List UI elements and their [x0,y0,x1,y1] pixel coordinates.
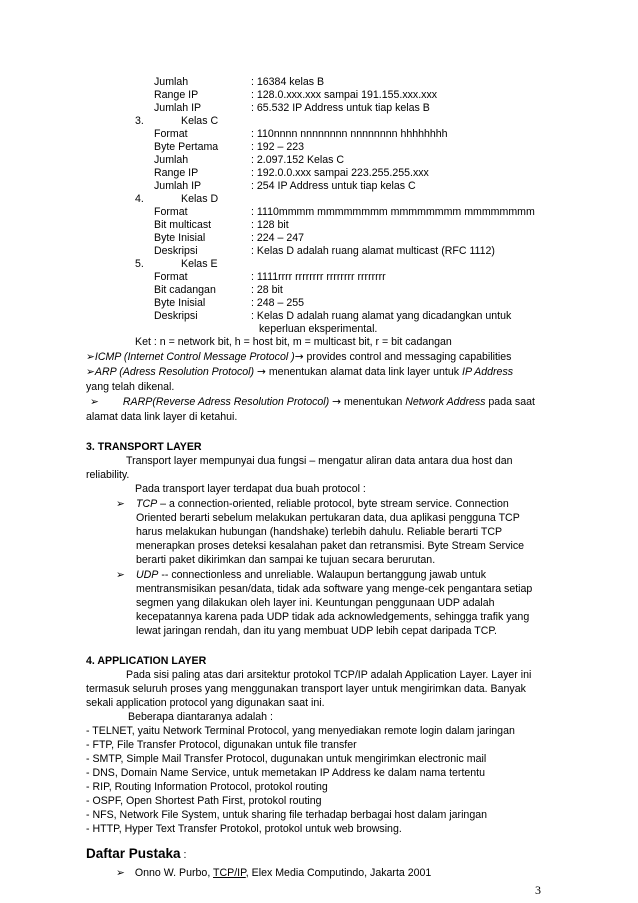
bullet-arrow-icon: ➢ [116,569,125,581]
class-e-label-byte: Byte Inisial [154,297,206,309]
class-e-number: 5. [135,258,144,270]
class-c-number: 3. [135,115,144,127]
class-c-label-format: Format [154,128,188,140]
udp-line-3: segmen yang dilakukan oleh layer ini. Keuntungan penggunaan UDP adalah [136,597,495,609]
references-heading: Daftar Pustaka [86,846,181,861]
class-b-label-range: Range IP [154,89,199,101]
reference-item [116,867,431,880]
legend-note: Ket : n = network bit, h = host bit, m = multicast bit, r = bit cadangan [135,336,452,348]
class-e-value-format: : 1111rrrr rrrrrrrr rrrrrrrr rrrrrrrr [251,271,386,283]
tcp-line-5: berarti paket dikirimkan dan sampai ke tujuan secara berurutan. [136,554,436,566]
app-protocol-item: - OSPF, Open Shortest Path First, protokol routing [86,795,322,807]
class-b-value-jumlah: : 16384 kelas B [251,76,325,88]
application-list-intro: Beberapa diantaranya adalah : [128,711,273,723]
references-heading-line [86,845,186,864]
app-protocol-item: - RIP, Routing Information Protocol, protokol routing [86,781,328,793]
class-c-label-jumlah: Jumlah [154,154,189,166]
icmp-desc: provides control and messaging capabilities [303,351,512,363]
bullet-arrow-icon: ➢ [86,351,95,363]
arp-desc-ip: IP Address [462,366,514,378]
tcp-name: TCP [136,498,158,510]
bullet-arrow-icon: ➢ [86,366,95,378]
right-arrow-icon: → [294,351,304,363]
tcp-line-2: Oriented berarti sebelum melakukan pertukaran data, dua aplikasi pengguna TCP [136,512,520,524]
class-e-value-bit: : 28 bit [251,284,283,296]
right-arrow-icon: → [332,396,341,408]
class-e-label-format: Format [154,271,188,283]
class-e-label-desc: Deskripsi [154,310,198,322]
class-c-label-range: Range IP [154,167,199,179]
class-b-label-jumlah-ip: Jumlah IP [154,102,202,114]
page-number: 3 [535,883,541,897]
rarp-desc-end: pada saat [485,396,535,408]
app-protocol-item: - FTP, File Transfer Protocol, digunakan untuk file transfer [86,739,357,751]
tcp-line-4: menerapkan proses deteksi kesalahan paket dan retransmisi. Byte Stream Service [136,540,525,552]
class-c-value-jumlah-ip: : 254 IP Address untuk tiap kelas C [251,180,416,192]
tcp-line-1: TCP – a connection-oriented, reliable protocol, byte stream service. Connection [136,498,509,510]
class-d-value-byte: : 224 – 247 [251,232,305,244]
reference-author: Onno W. Purbo, [134,867,214,879]
class-e-title: Kelas E [181,258,218,270]
icmp-name: ICMP (Internet Control Message Protocol ) [94,351,295,363]
tcp-line-3: harus melakukan hubungan (handshake) terlebih dahulu. Reliable berarti TCP [136,526,503,538]
app-protocol-item: - NFS, Network File System, untuk sharing file terhadap berbagai host dalam jaringan [86,809,487,821]
application-intro-3: sekali application protocol yang digunakan saat ini. [86,697,325,709]
reference-rest: , Elex Media Computindo, Jakarta 2001 [245,867,432,879]
class-c-value-range: : 192.0.0.xxx sampai 223.255.255.xxx [251,167,429,179]
class-c-label-byte: Byte Pertama [154,141,219,153]
app-protocol-item: - DNS, Domain Name Service, untuk memetakan IP Address ke dalam nama tertentu [86,767,486,779]
udp-line-2: mentransmisikan pesan/data, tidak ada software yang menge-cek pengantara setiap [136,583,533,595]
app-protocol-item: - SMTP, Simple Mail Transfer Protocol, dugunakan untuk mengirimkan electronic mail [86,753,487,765]
class-e-value-byte: : 248 – 255 [251,297,305,309]
app-protocol-item: - HTTP, Hyper Text Transfer Protokol, protokol untuk web browsing. [86,823,402,835]
udp-line-5: lewat jaringan rendah, dan itu yang membuat UDP lebih cepat daripada TCP. [136,625,498,637]
rarp-line [90,396,535,409]
application-intro-2: termasuk seluruh proses yang menggunakan transport layer untuk mengirimkan data. Banyak [86,683,526,695]
class-b-value-range: : 128.0.xxx.xxx sampai 191.155.xxx.xxx [251,89,438,101]
class-d-label-bit: Bit multicast [154,219,212,231]
class-e-value-desc: : Kelas D adalah ruang alamat yang dicadangkan untuk [251,310,512,322]
transport-intro-1: Transport layer mempunyai dua fungsi – mengatur aliran data antara dua host dan [126,455,513,467]
class-d-label-byte: Byte Inisial [154,232,206,244]
arp-desc: menentukan alamat data link layer untuk [265,366,463,378]
rarp-desc-na: Network Address [405,396,486,408]
transport-intro-3: Pada transport layer terdapat dua buah protocol : [135,483,366,495]
bullet-arrow-icon: ➢ [90,396,99,408]
rarp-desc: menentukan [341,396,406,408]
bullet-arrow-icon: ➢ [116,498,125,510]
transport-intro-2: reliability. [86,469,130,481]
udp-name: UDP [136,569,159,581]
arp-line [86,366,513,379]
transport-heading: 3. TRANSPORT LAYER [86,441,202,453]
application-heading: 4. APPLICATION LAYER [86,655,207,667]
rarp-line-2: alamat data link layer di ketahui. [86,411,238,423]
bullet-arrow-icon: ➢ [116,867,125,879]
class-e-desc-continuation: keperluan eksperimental. [259,323,378,335]
class-c-label-jumlah-ip: Jumlah IP [154,180,202,192]
references-colon: : [180,849,187,861]
class-c-title: Kelas C [181,115,219,127]
app-protocol-item: - TELNET, yaitu Network Terminal Protocol, yang menyediakan remote login dalam jaringan [86,725,515,737]
class-c-value-jumlah: : 2.097.152 Kelas C [251,154,345,166]
class-e-label-bit: Bit cadangan [154,284,216,296]
class-d-value-desc: : Kelas D adalah ruang alamat multicast (RFC 1112) [251,245,495,257]
class-d-value-format: : 1110mmmm mmmmmmmm mmmmmmmm mmmmmmmm [251,206,535,218]
arp-name: ARP (Adress Resolution Protocol) [94,366,255,378]
arp-line-2: yang telah dikenal. [86,381,175,393]
class-d-title: Kelas D [181,193,219,205]
class-b-label-jumlah: Jumlah [154,76,189,88]
udp-line-4: kecepatannya karena pada UDP tidak ada acknowledgements, sehingga trafik yang [136,611,530,623]
icmp-line [86,351,511,364]
reference-title-link[interactable]: TCP/IP [213,867,246,879]
application-intro-1: Pada sisi paling atas dari arsitektur protokol TCP/IP adalah Application Layer. Layer ini [126,669,532,681]
right-arrow-icon: → [257,366,266,378]
class-d-value-bit: : 128 bit [251,219,289,231]
class-d-number: 4. [135,193,144,205]
class-c-value-format: : 110nnnn nnnnnnnn nnnnnnnn hhhhhhhh [251,128,448,140]
class-b-value-jumlah-ip: : 65.532 IP Address untuk tiap kelas B [251,102,430,114]
class-d-label-desc: Deskripsi [154,245,198,257]
class-c-value-byte: : 192 – 223 [251,141,305,153]
class-d-label-format: Format [154,206,188,218]
rarp-name: RARP(Reverse Adress Resolution Protocol) [122,396,330,408]
udp-line-1: UDP -- connectionless and unreliable. Walaupun bertanggung jawab untuk [136,569,487,581]
